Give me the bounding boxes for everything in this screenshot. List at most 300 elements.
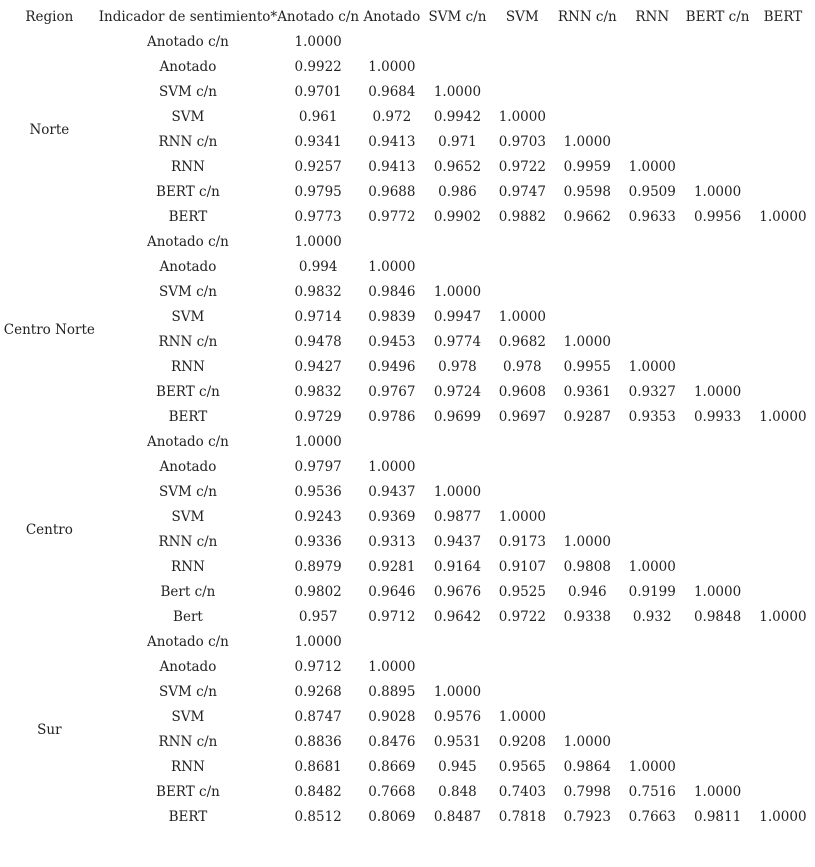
value-cell: 0.9341 bbox=[294, 134, 342, 150]
value-cell: 0.8476 bbox=[368, 734, 416, 750]
value-cell: 0.9496 bbox=[368, 359, 416, 375]
value-cell bbox=[554, 105, 620, 130]
value-cell: 1.0000 bbox=[368, 59, 416, 75]
value-cell bbox=[684, 255, 751, 280]
value-cell: 0.9722 bbox=[498, 609, 546, 625]
table-row bbox=[0, 255, 815, 280]
value-cell: 0.932 bbox=[632, 609, 672, 625]
value-cell: 0.9164 bbox=[433, 559, 482, 575]
value-cell bbox=[425, 55, 491, 80]
table-row bbox=[0, 755, 815, 780]
value-cell: 0.9662 bbox=[563, 209, 611, 225]
value-cell bbox=[751, 480, 815, 505]
value-cell: 0.9642 bbox=[433, 609, 482, 625]
value-cell: 1.0000 bbox=[628, 559, 676, 575]
value-cell bbox=[751, 455, 815, 480]
value-cell: 0.9536 bbox=[294, 484, 342, 500]
value-cell bbox=[554, 680, 620, 705]
value-cell bbox=[554, 630, 620, 655]
value-cell bbox=[425, 30, 491, 55]
value-cell bbox=[751, 305, 815, 330]
table-row bbox=[0, 330, 815, 355]
indicator-cell: SVM c/n bbox=[158, 84, 217, 100]
table-row bbox=[0, 455, 815, 480]
value-cell: 0.9287 bbox=[563, 409, 611, 425]
value-cell: 0.9839 bbox=[368, 309, 416, 325]
column-header: Anotado c/n bbox=[277, 9, 360, 25]
value-cell: 0.7668 bbox=[368, 784, 416, 800]
value-cell: 0.9281 bbox=[368, 559, 416, 575]
indicator-cell: BERT c/n bbox=[156, 784, 220, 800]
table-row bbox=[0, 380, 815, 405]
value-cell bbox=[684, 730, 751, 755]
value-cell bbox=[620, 80, 684, 105]
value-cell: 1.0000 bbox=[759, 409, 807, 425]
table-row bbox=[0, 355, 815, 380]
value-cell bbox=[751, 80, 815, 105]
value-cell bbox=[620, 655, 684, 680]
region-cell: Norte bbox=[29, 121, 70, 138]
value-cell: 1.0000 bbox=[498, 509, 546, 525]
column-header: SVM bbox=[505, 9, 539, 25]
value-cell: 0.9676 bbox=[433, 584, 482, 600]
value-cell bbox=[751, 530, 815, 555]
value-cell bbox=[490, 80, 554, 105]
table-row bbox=[0, 180, 815, 205]
value-cell bbox=[620, 130, 684, 155]
value-cell: 0.8669 bbox=[368, 759, 416, 775]
indicator-cell: Anotado c/n bbox=[146, 634, 229, 650]
value-cell bbox=[620, 55, 684, 80]
value-cell: 0.9795 bbox=[294, 184, 342, 200]
value-cell: 0.9525 bbox=[498, 584, 546, 600]
column-header: Indicador de sentimiento* bbox=[98, 9, 278, 25]
table-row bbox=[0, 505, 815, 530]
value-cell bbox=[751, 280, 815, 305]
value-cell: 0.9902 bbox=[433, 209, 482, 225]
value-cell: 0.8069 bbox=[368, 809, 416, 825]
value-cell bbox=[684, 105, 751, 130]
value-cell bbox=[425, 430, 491, 455]
value-cell: 1.0000 bbox=[498, 709, 546, 725]
value-cell: 0.9947 bbox=[433, 309, 482, 325]
value-cell: 0.7998 bbox=[563, 784, 611, 800]
value-cell: 1.0000 bbox=[628, 159, 676, 175]
value-cell: 0.9712 bbox=[294, 659, 342, 675]
value-cell: 0.9802 bbox=[294, 584, 342, 600]
value-cell: 0.9413 bbox=[368, 134, 416, 150]
indicator-cell: SVM bbox=[171, 309, 205, 325]
value-cell: 0.961 bbox=[298, 109, 338, 125]
value-cell bbox=[554, 480, 620, 505]
value-cell bbox=[684, 705, 751, 730]
value-cell bbox=[359, 230, 425, 255]
value-cell: 0.986 bbox=[438, 184, 477, 200]
table-row bbox=[0, 630, 815, 655]
indicator-cell: RNN c/n bbox=[158, 334, 218, 350]
value-cell bbox=[684, 755, 751, 780]
table-row bbox=[0, 780, 815, 805]
value-cell: 1.0000 bbox=[759, 609, 807, 625]
value-cell bbox=[751, 705, 815, 730]
value-cell: 0.9413 bbox=[368, 159, 416, 175]
region-cell: Centro bbox=[25, 521, 73, 538]
indicator-cell: SVM c/n bbox=[158, 484, 217, 500]
value-cell bbox=[684, 630, 751, 655]
value-cell: 0.8979 bbox=[294, 559, 342, 575]
value-cell bbox=[490, 680, 554, 705]
value-cell bbox=[490, 280, 554, 305]
value-cell bbox=[684, 355, 751, 380]
value-cell: 0.9608 bbox=[498, 384, 546, 400]
value-cell bbox=[620, 530, 684, 555]
value-cell bbox=[620, 705, 684, 730]
indicator-cell: Anotado bbox=[159, 459, 217, 475]
table-row bbox=[0, 80, 815, 105]
value-cell bbox=[751, 780, 815, 805]
value-cell bbox=[751, 155, 815, 180]
header-row bbox=[0, 5, 815, 30]
value-cell: 0.9453 bbox=[368, 334, 416, 350]
value-cell: 0.9877 bbox=[433, 509, 482, 525]
value-cell bbox=[751, 180, 815, 205]
value-cell bbox=[684, 455, 751, 480]
value-cell: 0.9313 bbox=[368, 534, 416, 550]
value-cell: 0.9701 bbox=[294, 84, 342, 100]
value-cell bbox=[620, 730, 684, 755]
value-cell: 0.9703 bbox=[498, 134, 546, 150]
value-cell bbox=[751, 555, 815, 580]
indicator-cell: BERT c/n bbox=[156, 384, 220, 400]
value-cell: 0.9478 bbox=[294, 334, 342, 350]
value-cell: 1.0000 bbox=[368, 259, 416, 275]
value-cell: 1.0000 bbox=[563, 134, 611, 150]
value-cell bbox=[554, 55, 620, 80]
value-cell bbox=[620, 505, 684, 530]
value-cell bbox=[620, 230, 684, 255]
value-cell bbox=[684, 680, 751, 705]
indicator-cell: RNN bbox=[171, 759, 205, 775]
value-cell bbox=[684, 55, 751, 80]
table-row bbox=[0, 30, 815, 55]
value-cell: 1.0000 bbox=[563, 334, 611, 350]
value-cell bbox=[620, 430, 684, 455]
value-cell bbox=[751, 330, 815, 355]
table-row bbox=[0, 205, 815, 230]
indicator-cell: Anotado c/n bbox=[146, 434, 229, 450]
value-cell bbox=[620, 305, 684, 330]
value-cell: 1.0000 bbox=[563, 534, 611, 550]
value-cell: 0.9959 bbox=[563, 159, 611, 175]
value-cell: 0.945 bbox=[438, 759, 477, 775]
value-cell: 0.8482 bbox=[294, 784, 342, 800]
table-row bbox=[0, 580, 815, 605]
table-row bbox=[0, 530, 815, 555]
value-cell: 0.848 bbox=[438, 784, 477, 800]
value-cell bbox=[490, 430, 554, 455]
value-cell: 0.9774 bbox=[433, 334, 482, 350]
value-cell: 0.9576 bbox=[433, 709, 482, 725]
indicator-cell: Anotado bbox=[159, 259, 217, 275]
column-header: RNN c/n bbox=[557, 9, 617, 25]
value-cell: 0.9268 bbox=[294, 684, 342, 700]
value-cell: 1.0000 bbox=[693, 184, 742, 200]
value-cell: 0.9712 bbox=[368, 609, 416, 625]
indicator-cell: RNN bbox=[171, 359, 205, 375]
value-cell: 0.9208 bbox=[498, 734, 546, 750]
value-cell: 0.9772 bbox=[368, 209, 416, 225]
value-cell bbox=[490, 455, 554, 480]
indicator-cell: SVM bbox=[171, 509, 205, 525]
value-cell bbox=[359, 30, 425, 55]
value-cell bbox=[425, 630, 491, 655]
column-header: BERT c/n bbox=[685, 9, 750, 25]
value-cell: 1.0000 bbox=[498, 109, 546, 125]
indicator-cell: BERT bbox=[168, 209, 208, 225]
value-cell: 0.9682 bbox=[498, 334, 546, 350]
indicator-cell: Anotado bbox=[159, 659, 217, 675]
value-cell bbox=[490, 55, 554, 80]
column-header: Anotado bbox=[363, 9, 421, 25]
value-cell: 0.9786 bbox=[368, 409, 416, 425]
value-cell: 0.9646 bbox=[368, 584, 416, 600]
value-cell bbox=[490, 230, 554, 255]
indicator-cell: RNN c/n bbox=[158, 534, 218, 550]
value-cell: 1.0000 bbox=[368, 659, 416, 675]
value-cell: 0.9437 bbox=[368, 484, 416, 500]
value-cell: 0.9729 bbox=[294, 409, 342, 425]
value-cell bbox=[751, 105, 815, 130]
value-cell: 0.9531 bbox=[433, 734, 482, 750]
indicator-cell: BERT bbox=[168, 409, 208, 425]
value-cell: 0.9832 bbox=[294, 284, 342, 300]
value-cell bbox=[684, 130, 751, 155]
value-cell bbox=[751, 430, 815, 455]
value-cell: 0.9722 bbox=[498, 159, 546, 175]
value-cell: 0.9361 bbox=[563, 384, 611, 400]
value-cell: 0.7818 bbox=[498, 809, 546, 825]
value-cell bbox=[684, 230, 751, 255]
value-cell: 0.994 bbox=[298, 259, 338, 275]
value-cell: 1.0000 bbox=[294, 234, 342, 250]
value-cell bbox=[554, 455, 620, 480]
value-cell: 0.9933 bbox=[693, 409, 742, 425]
value-cell: 0.9327 bbox=[628, 384, 676, 400]
value-cell bbox=[751, 680, 815, 705]
value-cell bbox=[751, 505, 815, 530]
value-cell: 0.971 bbox=[438, 134, 477, 150]
value-cell bbox=[684, 430, 751, 455]
value-cell bbox=[751, 580, 815, 605]
table-row bbox=[0, 55, 815, 80]
value-cell: 0.8747 bbox=[294, 709, 342, 725]
value-cell: 1.0000 bbox=[294, 634, 342, 650]
value-cell: 0.957 bbox=[298, 609, 338, 625]
value-cell: 0.9848 bbox=[693, 609, 742, 625]
value-cell: 0.9353 bbox=[628, 409, 676, 425]
value-cell: 0.9942 bbox=[433, 109, 482, 125]
value-cell: 0.9336 bbox=[294, 534, 342, 550]
value-cell: 0.9565 bbox=[498, 759, 546, 775]
value-cell: 0.9028 bbox=[368, 709, 416, 725]
value-cell bbox=[620, 280, 684, 305]
value-cell bbox=[554, 505, 620, 530]
value-cell: 0.9773 bbox=[294, 209, 342, 225]
value-cell bbox=[751, 655, 815, 680]
indicator-cell: Anotado bbox=[159, 59, 217, 75]
table-row bbox=[0, 555, 815, 580]
indicator-cell: Anotado c/n bbox=[146, 34, 229, 50]
value-cell: 1.0000 bbox=[433, 84, 482, 100]
value-cell: 0.8512 bbox=[294, 809, 342, 825]
value-cell: 0.9714 bbox=[294, 309, 342, 325]
region-cell: Sur bbox=[37, 721, 62, 738]
value-cell: 0.7516 bbox=[628, 784, 676, 800]
indicator-cell: SVM bbox=[171, 709, 205, 725]
value-cell bbox=[554, 230, 620, 255]
value-cell bbox=[620, 680, 684, 705]
value-cell bbox=[751, 355, 815, 380]
value-cell: 1.0000 bbox=[433, 684, 482, 700]
value-cell bbox=[554, 705, 620, 730]
value-cell bbox=[490, 480, 554, 505]
value-cell bbox=[490, 655, 554, 680]
value-cell bbox=[751, 630, 815, 655]
table-row bbox=[0, 405, 815, 430]
value-cell: 0.9598 bbox=[563, 184, 611, 200]
value-cell: 0.7663 bbox=[628, 809, 676, 825]
value-cell bbox=[554, 30, 620, 55]
value-cell: 0.9107 bbox=[498, 559, 546, 575]
value-cell: 0.7403 bbox=[498, 784, 546, 800]
value-cell: 0.9955 bbox=[563, 359, 611, 375]
value-cell: 0.9724 bbox=[433, 384, 482, 400]
value-cell: 0.978 bbox=[503, 359, 542, 375]
value-cell: 0.972 bbox=[372, 109, 412, 125]
value-cell: 0.9882 bbox=[498, 209, 546, 225]
value-cell bbox=[684, 280, 751, 305]
value-cell bbox=[684, 80, 751, 105]
value-cell bbox=[684, 505, 751, 530]
table-row bbox=[0, 705, 815, 730]
table-row bbox=[0, 605, 815, 630]
value-cell: 1.0000 bbox=[294, 34, 342, 50]
value-cell: 1.0000 bbox=[759, 209, 807, 225]
value-cell: 0.8487 bbox=[433, 809, 482, 825]
value-cell bbox=[620, 105, 684, 130]
correlation-table bbox=[0, 5, 815, 830]
value-cell: 1.0000 bbox=[628, 759, 676, 775]
value-cell bbox=[751, 130, 815, 155]
value-cell bbox=[425, 230, 491, 255]
value-cell: 0.9922 bbox=[294, 59, 342, 75]
value-cell: 1.0000 bbox=[368, 459, 416, 475]
value-cell bbox=[359, 430, 425, 455]
indicator-cell: SVM bbox=[171, 109, 205, 125]
value-cell bbox=[620, 480, 684, 505]
value-cell bbox=[425, 655, 491, 680]
region-cell: Centro Norte bbox=[3, 321, 95, 338]
table-row bbox=[0, 430, 815, 455]
value-cell: 0.9633 bbox=[628, 209, 676, 225]
value-cell bbox=[359, 630, 425, 655]
table-row bbox=[0, 480, 815, 505]
indicator-cell: Anotado c/n bbox=[146, 234, 229, 250]
value-cell bbox=[684, 555, 751, 580]
value-cell: 1.0000 bbox=[294, 434, 342, 450]
value-cell: 0.9747 bbox=[498, 184, 546, 200]
value-cell: 0.946 bbox=[567, 584, 607, 600]
value-cell: 0.9846 bbox=[368, 284, 416, 300]
value-cell: 0.8895 bbox=[368, 684, 416, 700]
value-cell: 0.8681 bbox=[294, 759, 342, 775]
value-cell: 0.9832 bbox=[294, 384, 342, 400]
table-row bbox=[0, 305, 815, 330]
value-cell bbox=[684, 305, 751, 330]
value-cell: 0.9257 bbox=[294, 159, 342, 175]
value-cell bbox=[751, 230, 815, 255]
value-cell: 1.0000 bbox=[693, 584, 742, 600]
value-cell bbox=[751, 255, 815, 280]
value-cell bbox=[684, 330, 751, 355]
value-cell: 1.0000 bbox=[628, 359, 676, 375]
indicator-cell: BERT bbox=[168, 809, 208, 825]
value-cell bbox=[684, 30, 751, 55]
value-cell bbox=[620, 630, 684, 655]
column-header: SVM c/n bbox=[428, 9, 487, 25]
value-cell: 1.0000 bbox=[693, 784, 742, 800]
value-cell: 1.0000 bbox=[433, 284, 482, 300]
table-row bbox=[0, 155, 815, 180]
column-header: RNN bbox=[635, 9, 670, 25]
value-cell bbox=[684, 655, 751, 680]
value-cell: 0.9427 bbox=[294, 359, 342, 375]
value-cell: 0.978 bbox=[438, 359, 477, 375]
value-cell bbox=[490, 255, 554, 280]
value-cell: 0.9369 bbox=[368, 509, 416, 525]
indicator-cell: Bert bbox=[173, 609, 203, 625]
column-header: Region bbox=[25, 9, 74, 25]
indicator-cell: RNN bbox=[171, 559, 205, 575]
value-cell: 0.9199 bbox=[628, 584, 676, 600]
value-cell bbox=[620, 255, 684, 280]
indicator-cell: RNN c/n bbox=[158, 734, 218, 750]
table-row bbox=[0, 105, 815, 130]
value-cell: 0.9797 bbox=[294, 459, 342, 475]
value-cell: 0.9697 bbox=[498, 409, 546, 425]
value-cell bbox=[554, 430, 620, 455]
indicator-cell: RNN c/n bbox=[158, 134, 218, 150]
value-cell: 0.9437 bbox=[433, 534, 482, 550]
column-header: BERT bbox=[763, 9, 803, 25]
value-cell bbox=[490, 30, 554, 55]
value-cell: 0.9864 bbox=[563, 759, 611, 775]
indicator-cell: BERT c/n bbox=[156, 184, 220, 200]
value-cell: 0.9956 bbox=[693, 209, 742, 225]
table-row bbox=[0, 805, 815, 830]
value-cell bbox=[751, 30, 815, 55]
table-body bbox=[0, 30, 815, 830]
value-cell bbox=[620, 330, 684, 355]
value-cell bbox=[425, 455, 491, 480]
value-cell bbox=[751, 755, 815, 780]
indicator-cell: Bert c/n bbox=[160, 584, 216, 600]
value-cell bbox=[554, 255, 620, 280]
value-cell: 0.9684 bbox=[368, 84, 416, 100]
value-cell bbox=[751, 380, 815, 405]
value-cell: 1.0000 bbox=[433, 484, 482, 500]
value-cell bbox=[554, 280, 620, 305]
